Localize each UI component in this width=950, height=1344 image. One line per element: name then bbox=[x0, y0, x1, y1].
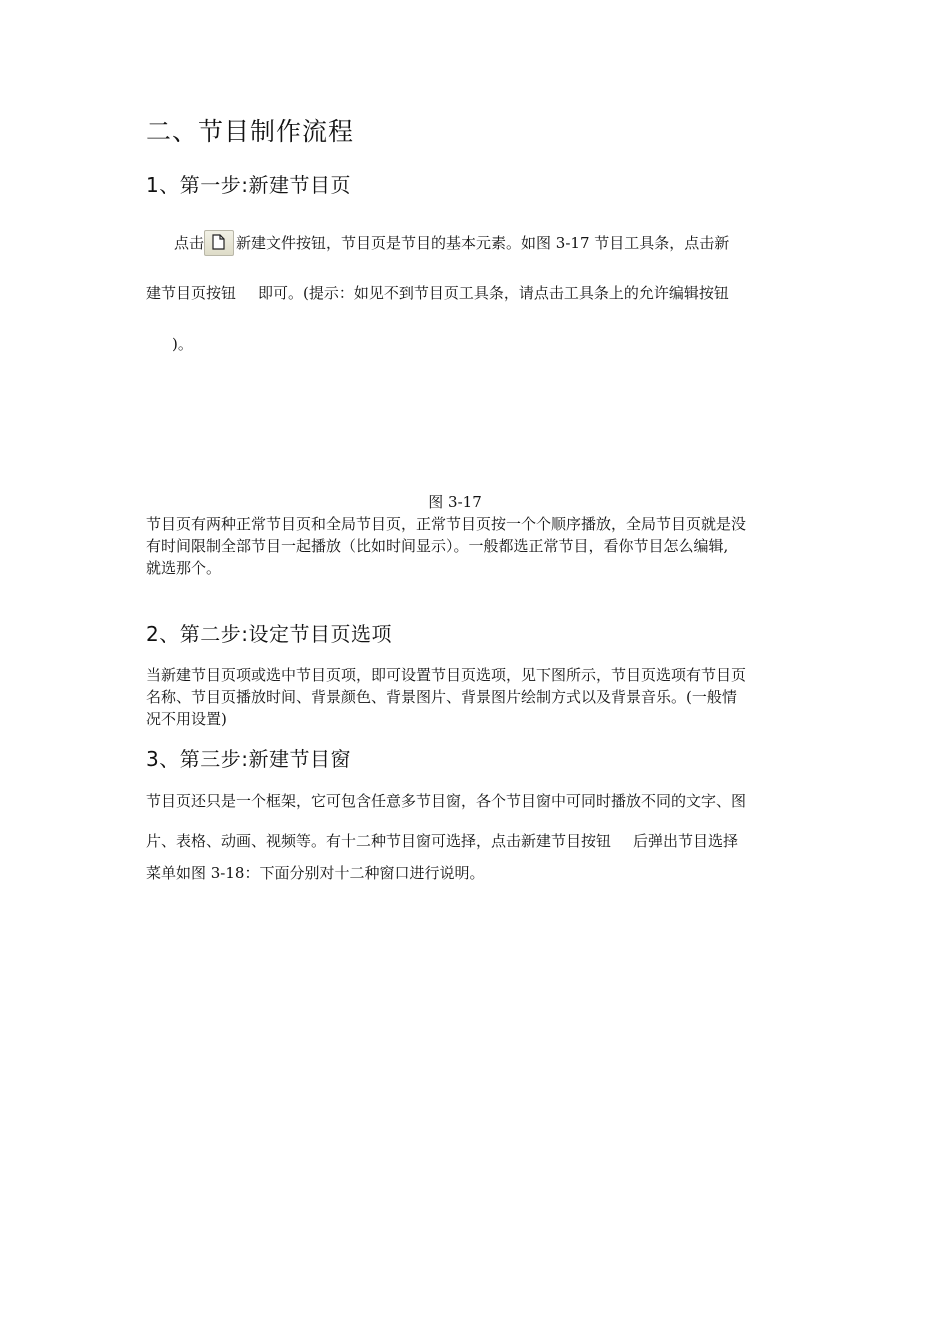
step3-heading: 3、第三步:新建节目窗 bbox=[146, 747, 351, 771]
step2-paragraph bbox=[146, 664, 810, 730]
step3-line2-a: 片、表格、动画、视频等。有十二种节目窗可选择，点击新建节目按钮 bbox=[146, 832, 612, 850]
new-document-glyph bbox=[212, 234, 225, 250]
step3-line1: 节目页还只是一个框架，它可包含任意多节目窗，各个节目窗中可同时播放不同的文字、图 bbox=[146, 792, 747, 810]
step2-heading: 2、第二步:设定节目页选项 bbox=[146, 622, 392, 646]
paragraph-line: 况不用设置) bbox=[146, 710, 227, 728]
step3-line3: 菜单如图 3-18：下面分别对十二种窗口进行说明。 bbox=[146, 864, 485, 882]
paragraph-line: 当新建节目页项或选中节目页项，即可设置节目页选项，见下图所示，节目页选项有节目页 bbox=[146, 666, 747, 684]
step1-line1 bbox=[174, 230, 729, 256]
figure-caption: 图 3-17 bbox=[428, 493, 482, 511]
step3-line2 bbox=[146, 829, 738, 852]
paragraph-line: 名称、节目页播放时间、背景颜色、背景图片、背景图片绘制方式以及背景音乐。(一般情 bbox=[146, 688, 737, 706]
section-title: 二、节目制作流程 bbox=[146, 117, 355, 146]
step1-line1-post: 新建文件按钮，节目页是节目的基本元素。如图 3-17 节目工具条，点击新 bbox=[236, 234, 730, 252]
paragraph-line: 有时间限制全部节目一起播放（比如时间显示）。一般都选正常节目，看你节目怎么编辑, bbox=[146, 537, 729, 555]
step1-line2 bbox=[146, 281, 729, 304]
program-page-types-paragraph bbox=[146, 513, 810, 579]
paragraph-line: 就选那个。 bbox=[146, 559, 222, 577]
paragraph-line: 节目页有两种正常节目页和全局节目页，正常节目页按一个个顺序播放，全局节目页就是没 bbox=[146, 515, 747, 533]
step3-line2-b: 后弹出节目选择 bbox=[633, 832, 739, 850]
step1-line3: )。 bbox=[172, 335, 193, 353]
step1-line2-b: 即可。(提示：如见不到节目页工具条，请点击工具条上的允许编辑按钮 bbox=[258, 284, 729, 302]
step1-line2-a: 建节目页按钮 bbox=[146, 284, 237, 302]
new-document-icon[interactable] bbox=[204, 230, 234, 256]
step1-heading: 1、第一步:新建节目页 bbox=[146, 173, 351, 197]
step1-line1-pre: 点击 bbox=[174, 234, 205, 252]
